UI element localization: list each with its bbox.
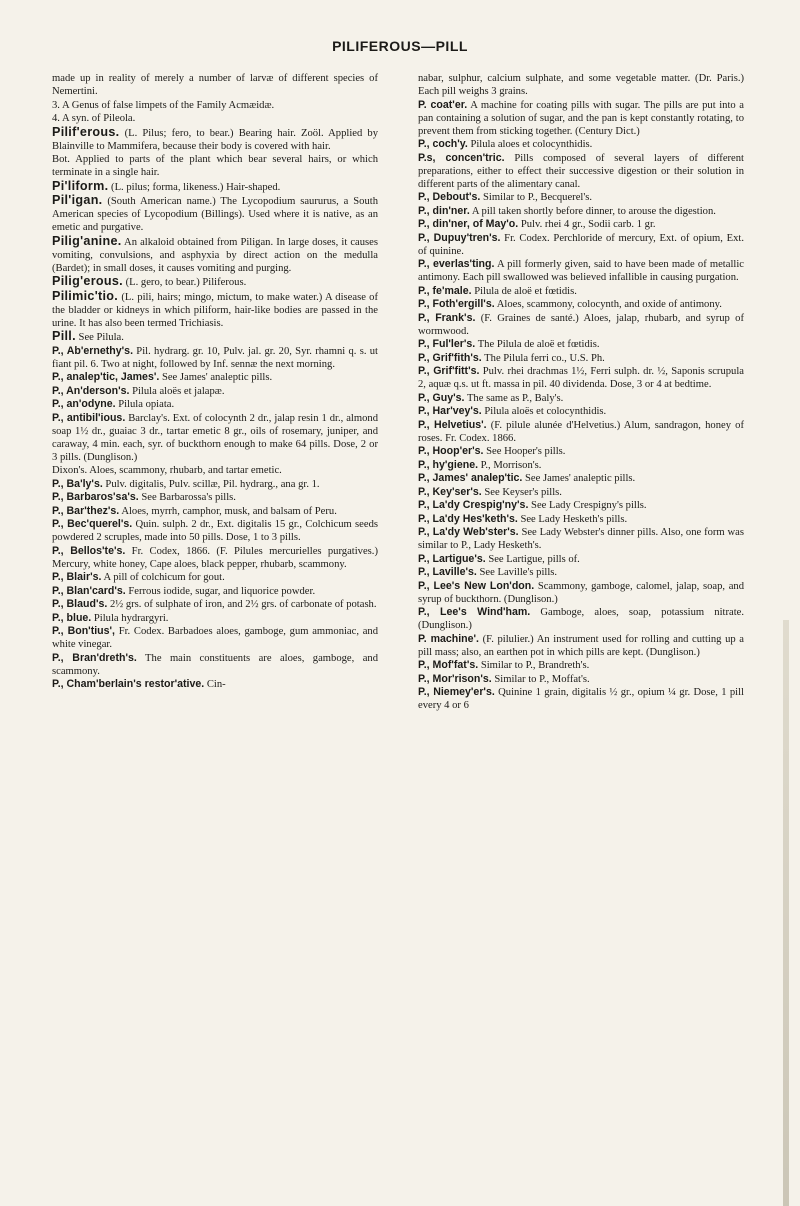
page-header: PILIFEROUS—PILL [332, 38, 468, 54]
entry-definition: (F. pilulier.) An instrument used for rolling and cutting up a pill mass; also, an earthen pot in which pills are kept. (Dunglison.) [418, 633, 745, 658]
entry-headword: P., analep'tic, James'. [52, 371, 160, 383]
entry-definition: Fr. Codex, 1866. (F. Pilules mercurielles purgatives.) Mercury, white honey, Cape aloes, black pepper, rhubarb, scammony. [52, 545, 378, 570]
entry-definition: Pilula hydrargyri. [91, 612, 169, 624]
dictionary-entry [52, 126, 378, 153]
entry-definition: Aloes, myrrh, camphor, musk, and balsam of Peru. [119, 505, 337, 517]
dictionary-entry [418, 659, 744, 672]
entry-headword: P., Lee's New Lon'don. [418, 579, 535, 592]
dictionary-entry [418, 365, 744, 391]
dictionary-entry [52, 275, 378, 289]
entry-headword: P., antibil'ious. [52, 411, 126, 424]
dictionary-entry [52, 625, 378, 651]
entry-headword: Pilig'erous. [52, 274, 123, 288]
entry-headword: P., Ful'ler's. [418, 338, 476, 350]
entry-definition: 2½ grs. of sulphate of iron, and 2½ grs. of carbonate of potash. [107, 599, 377, 610]
entry-headword: P., hy'giene. [418, 458, 479, 471]
entry-headword: P., Grif'fith's. [418, 351, 482, 364]
entry-headword: P., Bran'dreth's. [52, 651, 137, 664]
entry-headword: P., an'odyne. [52, 398, 116, 410]
entry-headword: P., Hoop'er's. [418, 445, 484, 457]
entry-headword: P., La'dy Web'ster's. [418, 526, 519, 538]
dictionary-entry [52, 505, 378, 518]
entry-definition: See Lartigue, pills of. [485, 553, 580, 565]
entry-definition: 3. A Genus of false limpets of the Family Acmæidæ. [52, 99, 275, 111]
entry-definition: made up in reality of merely a number of larvæ of different species of Nemertini. [52, 73, 378, 97]
dictionary-entry [52, 412, 378, 464]
dictionary-entry [418, 513, 744, 526]
dictionary-entry [418, 553, 744, 566]
entry-definition: Aloes, scammony, colocynth, and oxide of antimony. [494, 299, 722, 310]
dictionary-entry [418, 285, 744, 298]
left-column [52, 72, 378, 692]
dictionary-entry [418, 472, 744, 485]
dictionary-entry [418, 526, 744, 552]
entry-definition: (L. pilus; forma, likeness.) Hair-shaped. [108, 181, 281, 193]
entry-definition: See Lady Webster's dinner pills. Also, one form was similar to P., Lady Hesketh's. [418, 527, 744, 551]
entry-headword: P., Debout's. [418, 191, 481, 203]
entry-headword: P., coch'y. [418, 138, 468, 150]
entry-definition: (L. gero, to bear.) Piliferous. [122, 277, 247, 288]
dictionary-entry [52, 99, 378, 112]
entry-headword: P., Barbaros'sa's. [52, 491, 139, 503]
dictionary-entry [418, 298, 744, 311]
entry-definition: (L. Pilus; fero, to bear.) Bearing hair. Zoöl. Applied by Blainville to Mammifera, because their body is covered with hair. [52, 127, 378, 152]
dictionary-entry [52, 545, 378, 571]
entry-definition: Pil. hydrarg. gr. 10, Pulv. jal. gr. 20, Syr. rhamni q. s. ut fiant pil. 6. Two at night, followed by Inf. sennæ the next morning. [52, 345, 379, 370]
dictionary-entry [418, 486, 744, 499]
entry-definition: Pilula aloës et colocynthidis. [481, 406, 607, 417]
dictionary-entry [418, 138, 744, 151]
dictionary-entry [52, 330, 378, 344]
dictionary-entry [418, 606, 744, 632]
entry-headword: P., Har'vey's. [418, 405, 482, 417]
entry-definition: An alkaloid obtained from Piligan. In large doses, it causes vomiting, convulsions, and asphyxia by direct action on the medulla (Bardet); in small doses, it causes vomiting and purging. [52, 236, 378, 274]
dictionary-entry [52, 464, 378, 477]
dictionary-entry [52, 385, 378, 398]
dictionary-entry [52, 180, 378, 194]
dictionary-entry [418, 258, 744, 284]
entry-headword: Pilimic'tio. [52, 288, 119, 303]
entry-definition: See Hooper's pills. [483, 446, 566, 457]
dictionary-entry [52, 518, 378, 544]
dictionary-entry [418, 445, 744, 458]
entry-definition: Barclay's. Ext. of colocynth 2 dr., jalap resin 1 dr., almond soap 1½ dr., guaiac 3 dr., tartar emetic 8 gr., oils of rosemary, juniper, and caraway, 4 min. each, syr. of buckthorn enough to make 64 pills. Dose, 2 or 3 pills. (Dunglison.) [52, 412, 378, 463]
entry-headword: P., Bar'thez's. [52, 504, 120, 517]
dictionary-entry [418, 72, 744, 98]
dictionary-entry [52, 571, 378, 584]
entry-definition: (South American name.) The Lycopodium saururus, a South American species of Lycopodium (Billings). Used where it is native, as an emetic and purgative. [52, 196, 378, 233]
dictionary-entry [418, 686, 744, 712]
entry-definition: Pills composed of several layers of different preparations, either to effect their successive digestion or their solution in different parts of the alimentary canal. [418, 152, 744, 190]
entry-headword: P., Bec'querel's. [52, 518, 133, 530]
dictionary-entry [418, 205, 744, 218]
entry-headword: P., Blaud's. [52, 598, 108, 610]
entry-headword: P., Mor'rison's. [418, 672, 492, 685]
entry-headword: Pill. [52, 329, 76, 343]
dictionary-entry [418, 633, 744, 659]
entry-headword: P., Ba'ly's. [52, 477, 103, 490]
entry-definition: See Lady Crespigny's pills. [528, 500, 647, 511]
dictionary-entry [418, 191, 744, 204]
entry-definition: See James' analeptic pills. [159, 372, 273, 383]
entry-headword: Pil'igan. [52, 193, 103, 207]
entry-headword: P., La'dy Hes'keth's. [418, 512, 518, 525]
entry-headword: P., fe'male. [418, 284, 472, 297]
dictionary-entry [52, 112, 378, 125]
dictionary-entry [52, 345, 378, 371]
entry-headword: P., La'dy Crespig'ny's. [418, 499, 529, 511]
entry-definition: The Pilula ferri co., U.S. Ph. [481, 352, 605, 364]
entry-headword: P., Ab'ernethy's. [52, 344, 134, 357]
dictionary-entry [418, 459, 744, 472]
entry-definition: (F. Graines de santé.) Aloes, jalap, rhubarb, and syrup of wormwood. [418, 312, 744, 337]
entry-definition: See Lady Hesketh's pills. [517, 513, 628, 525]
entry-headword: P., Cham'berlain's restor'ative. [52, 678, 205, 690]
entry-headword: Pilif'erous. [52, 124, 120, 139]
entry-headword: P., Key'ser's. [418, 485, 482, 498]
dictionary-entry [52, 491, 378, 504]
dictionary-entry [52, 194, 378, 234]
entry-definition: (F. pilule alunée d'Helvetius.) Alum, sandragon, honey of roses. Fr. Codex. 1866. [418, 419, 744, 444]
dictionary-entry [418, 218, 744, 231]
entry-definition: A pill of colchicum for gout. [101, 572, 225, 583]
dictionary-entry [52, 678, 378, 691]
entry-headword: P., Guy's. [418, 391, 465, 404]
entry-definition: P., Morrison's. [478, 459, 542, 471]
dictionary-entry [52, 235, 378, 275]
dictionary-entry [418, 405, 744, 418]
entry-headword: P., Blair's. [52, 571, 102, 583]
dictionary-entry [52, 371, 378, 384]
dictionary-entry [418, 499, 744, 512]
dictionary-entry [418, 99, 744, 138]
entry-headword: P., An'derson's. [52, 384, 130, 397]
entry-definition: Similar to P., Becquerel's. [480, 192, 593, 203]
page-edge-shadow [783, 620, 789, 1206]
entry-definition: See Barbarossa's pills. [138, 492, 236, 503]
dictionary-entry [418, 419, 744, 445]
entry-headword: P., Helvetius'. [418, 418, 487, 431]
entry-definition: Quinine 1 grain, digitalis ½ gr., opium ¼ gr. Dose, 1 pill every 4 or 6 [418, 687, 744, 711]
dictionary-entry [52, 478, 378, 491]
dictionary-entry [418, 566, 744, 579]
entry-definition: The Pilula de aloë et fœtidis. [475, 339, 600, 350]
entry-headword: P., Foth'ergill's. [418, 298, 495, 310]
entry-definition: A pill formerly given, said to have been made of metallic antimony. Each pill swallowed was believed infallible in causing purgation. [418, 259, 744, 283]
entry-definition: Bot. Applied to parts of the plant which bear several hairs, or which terminate in a single hair. [52, 154, 378, 178]
entry-headword: P., Bon'tius', [52, 625, 115, 637]
entry-headword: P., Niemey'er's. [418, 686, 495, 698]
dictionary-entry [418, 312, 744, 338]
dictionary-entry [52, 598, 378, 611]
entry-headword: P., Frank's. [418, 311, 476, 324]
entry-headword: P., James' analep'tic. [418, 472, 523, 484]
entry-headword: Pi'liform. [52, 178, 109, 193]
entry-definition: Gamboge, aloes, soap, potassium nitrate. (Dunglison.) [418, 607, 744, 631]
entry-headword: P., blue. [52, 611, 92, 624]
entry-definition: Pilula aloes et colocynthidis. [467, 139, 593, 150]
dictionary-entry [52, 290, 378, 330]
entry-headword: P. coat'er. [418, 98, 468, 111]
entry-definition: (L. pili, hairs; mingo, mictum, to make water.) A disease of the bladder or kidneys in which piliform, hair-like bodies are passed in the urine. It has also been termed Trichiasis. [52, 291, 378, 329]
entry-definition: The same as P., Baly's. [464, 392, 564, 404]
entry-headword: P., Laville's. [418, 566, 477, 578]
entry-definition: See Keyser's pills. [481, 486, 562, 498]
entry-definition: Cin- [204, 679, 226, 690]
dictionary-entry [418, 673, 744, 686]
dictionary-entry [52, 72, 378, 98]
entry-headword: P.s, concen'tric. [418, 151, 505, 164]
entry-definition: nabar, sulphur, calcium sulphate, and some vegetable matter. (Dr. Paris.) Each pill weighs 3 grains. [418, 73, 744, 97]
entry-headword: P., everlas'ting. [418, 258, 495, 270]
right-column [418, 72, 744, 713]
entry-headword: P., Mof'fat's. [418, 659, 479, 671]
entry-definition: Pilula aloës et jalapæ. [129, 385, 225, 397]
dictionary-entry [52, 652, 378, 678]
entry-definition: Scammony, gamboge, calomel, jalap, soap, and syrup of buckthorn. (Dunglison.) [418, 580, 745, 605]
dictionary-entry [418, 232, 744, 258]
entry-headword: P., Blan'card's. [52, 584, 126, 597]
entry-headword: Pilig'anine. [52, 233, 122, 248]
entry-definition: Quin. sulph. 2 dr., Ext. digitalis 15 gr., Colchicum seeds powdered 2 scruples, made into 50 pills. Dose, 1 to 3 pills. [52, 519, 378, 543]
entry-headword: P., Bellos'te's. [52, 544, 126, 557]
dictionary-entry [418, 338, 744, 351]
dictionary-entry [52, 153, 378, 179]
entry-definition: Pulv. digitalis, Pulv. scillæ, Pil. hydrarg., ana gr. 1. [102, 478, 320, 490]
entry-definition: Similar to P., Brandreth's. [478, 660, 590, 671]
dictionary-entry [418, 580, 744, 606]
dictionary-entry [52, 398, 378, 411]
dictionary-entry [418, 392, 744, 405]
dictionary-entry [52, 612, 378, 625]
entry-definition: Similar to P., Moffat's. [491, 673, 590, 685]
entry-headword: P., din'ner. [418, 204, 470, 217]
entry-definition: Pulv. rhei 4 gr., Sodii carb. 1 gr. [518, 219, 656, 230]
entry-definition: A pill taken shortly before dinner, to arouse the digestion. [469, 205, 716, 217]
entry-headword: P., din'ner, of May'o. [418, 218, 519, 230]
dictionary-entry [418, 352, 744, 365]
dictionary-entry [52, 585, 378, 598]
entry-headword: P. machine'. [418, 632, 480, 645]
entry-definition: Fr. Codex. Barbadoes aloes, gamboge, gum ammoniac, and white vinegar. [52, 626, 378, 650]
entry-definition: Fr. Codex. Perchloride of mercury, Ext. of opium, Ext. of quinine. [418, 232, 744, 257]
entry-definition: A machine for coating pills with sugar. The pills are put into a pan containing a solution of sugar, and the pan is kept constantly rotating, to prevent them from sticking together. (Century Dict.) [418, 99, 744, 137]
entry-headword: P., Dupuy'tren's. [418, 231, 501, 244]
entry-definition: The main constituents are aloes, gamboge, and scammony. [52, 652, 379, 677]
entry-headword: P., Lartigue's. [418, 552, 486, 565]
entry-definition: Dixon's. Aloes, scammony, rhubarb, and tartar emetic. [52, 465, 282, 476]
entry-definition: 4. A syn. of Pileola. [52, 113, 136, 124]
entry-definition: See Laville's pills. [476, 567, 558, 578]
entry-definition: Ferrous iodide, sugar, and liquorice powder. [125, 585, 316, 597]
entry-definition: Pilula opiata. [115, 399, 175, 410]
dictionary-entry [418, 152, 744, 191]
entry-headword: P., Lee's Wind'ham. [418, 606, 531, 618]
entry-definition: See Pilula. [75, 332, 124, 343]
entry-definition: Pulv. rhei drachmas 1½, Ferri sulph. dr. ½, Saponis scrupula 2, aquæ q.s. ut ft. massa in pil. 40 dividenda. Dose, 3 or 4 at bedtime. [418, 366, 744, 390]
entry-definition: Pilula de aloë et fœtidis. [471, 285, 577, 297]
entry-headword: P., Grif'fitt's. [418, 365, 480, 377]
entry-definition: See James' analeptic pills. [522, 473, 636, 484]
